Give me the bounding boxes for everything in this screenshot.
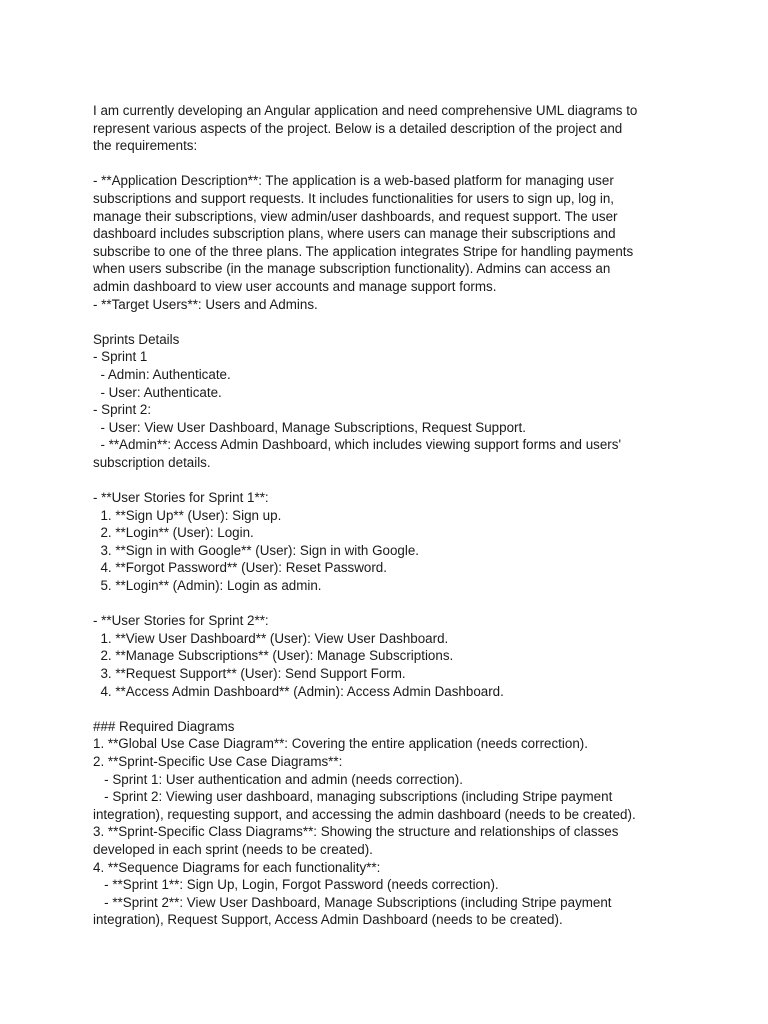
text-line: - **User Stories for Sprint 1**: (93, 490, 269, 506)
text-line: developed in each sprint (needs to be created). (93, 841, 373, 857)
blank-line (93, 595, 693, 613)
text-line: dashboard includes subscription plans, where users can manage their subscriptions and (93, 226, 616, 242)
text-line: - **Sprint 1**: Sign Up, Login, Forgot Password (needs correction). (93, 877, 499, 893)
text-line: - **Target Users**: Users and Admins. (93, 296, 318, 312)
blank-line (93, 313, 693, 331)
text-line: - Sprint 1: User authentication and admin (needs correction). (93, 771, 463, 787)
text-line: Sprints Details (93, 331, 180, 347)
text-line: subscriptions and support requests. It includes functionalities for users to sign up, log in, (93, 190, 615, 206)
text-line: - Sprint 2: Viewing user dashboard, managing subscriptions (including Stripe payment (93, 789, 613, 805)
text-line: subscribe to one of the three plans. The application integrates Stripe for handling payments (93, 243, 634, 259)
text-line: - User: Authenticate. (93, 384, 222, 400)
text-line: 4. **Forgot Password** (User): Reset Password. (93, 560, 387, 576)
text-line: - **Admin**: Access Admin Dashboard, which includes viewing support forms and users' (93, 437, 622, 453)
text-line: - Admin: Authenticate. (93, 366, 231, 382)
blank-line (93, 700, 693, 718)
text-line: when users subscribe (in the manage subscription functionality). Admins can access an (93, 261, 611, 277)
text-line: - **Sprint 2**: View User Dashboard, Manage Subscriptions (including Stripe payment (93, 894, 612, 910)
text-line: integration), requesting support, and accessing the admin dashboard (needs to be created). (93, 806, 636, 822)
text-line: 4. **Sequence Diagrams for each functionality**: (93, 859, 381, 875)
blank-line (93, 155, 693, 173)
text-line: admin dashboard to view user accounts and manage support forms. (93, 278, 497, 294)
text-line: 3. **Request Support** (User): Send Support Form. (93, 666, 406, 681)
text-line: integration), Request Support, Access Admin Dashboard (needs to be created). (93, 912, 563, 928)
text-line: - Sprint 2: (93, 402, 152, 418)
text-line: 3. **Sign in with Google** (User): Sign in with Google. (93, 542, 419, 558)
text-line: the requirements: (93, 138, 198, 154)
text-line: 2. **Manage Subscriptions** (User): Manage Subscriptions. (93, 648, 454, 664)
text-line: I am currently developing an Angular application and need comprehensive UML diagrams to (93, 103, 638, 118)
text-line: represent various aspects of the project. Below is a detailed description of the project and (93, 120, 623, 136)
text-line: 2. **Sprint-Specific Use Case Diagrams**: (93, 753, 343, 769)
text-line: 1. **Sign Up** (User): Sign up. (93, 507, 282, 523)
document-page (93, 102, 693, 929)
text-line: - **Application Description**: The application is a web-based platform for managing user (93, 173, 614, 189)
text-line: 3. **Sprint-Specific Class Diagrams**: Showing the structure and relationships of classes (93, 824, 619, 840)
text-line: manage their subscriptions, view admin/user dashboards, and request support. The user (93, 208, 618, 224)
text-line: 1. **Global Use Case Diagram**: Covering the entire application (needs correction). (93, 736, 588, 752)
text-line: 1. **View User Dashboard** (User): View User Dashboard. (93, 630, 449, 646)
text-line: 2. **Login** (User): Login. (93, 525, 254, 541)
blank-line (93, 471, 693, 489)
text-line: - Sprint 1 (93, 349, 148, 365)
text-line: subscription details. (93, 454, 211, 470)
text-line: 5. **Login** (Admin): Login as admin. (93, 578, 322, 594)
text-line: ### Required Diagrams (93, 718, 235, 734)
text-line: - **User Stories for Sprint 2**: (93, 613, 269, 629)
text-line: - User: View User Dashboard, Manage Subscriptions, Request Support. (93, 419, 526, 435)
text-line: 4. **Access Admin Dashboard** (Admin): Access Admin Dashboard. (93, 683, 504, 699)
